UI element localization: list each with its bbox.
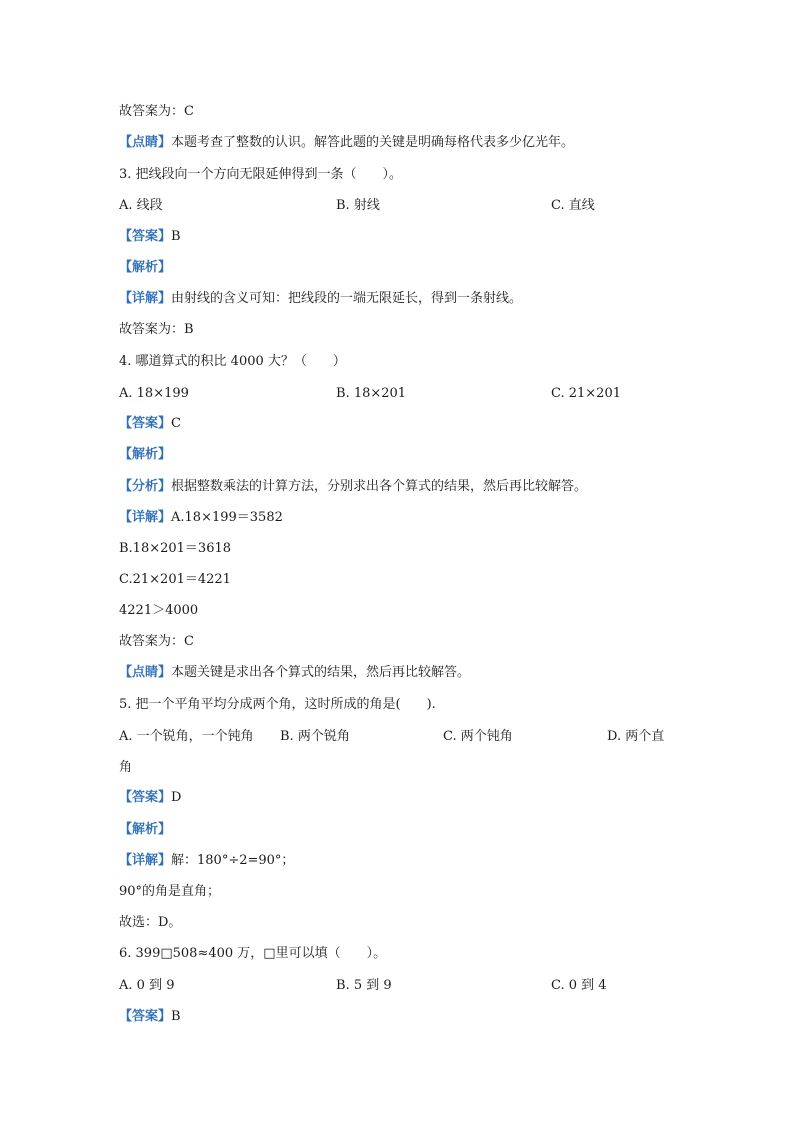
q6-option-c: C. 0 到 4 — [551, 978, 607, 993]
q5-option-d: D. 两个直 — [607, 729, 665, 744]
question-5: 5. 把一个平角平均分成两个角，这时所成的角是( ). — [119, 697, 436, 712]
fenxi-text: 根据整数乘法的计算方法，分别求出各个算式的结果，然后再比较解答。 — [171, 479, 588, 494]
dianjing-line — [119, 134, 574, 152]
detail-tag: 【详解】 — [119, 291, 172, 306]
dianjing-tag: 【点睛】 — [119, 665, 172, 680]
q3-jiexi-tag: 【解析】 — [119, 260, 172, 275]
answer-line: 故答案为：C — [119, 104, 194, 119]
question-4: 4. 哪道算式的积比 4000 大？（ ） — [119, 354, 346, 369]
q4-calc-b: B.18×201＝3618 — [119, 541, 232, 556]
q5-jiexi-tag: 【解析】 — [119, 822, 172, 837]
q5-option-b: B. 两个锐角 — [280, 729, 350, 744]
answer-tag: 【答案】 — [119, 1009, 172, 1024]
answer-value: C — [171, 416, 181, 431]
detail-text: 解：180°÷2=90°； — [171, 853, 295, 868]
q3-option-c: C. 直线 — [551, 198, 595, 213]
q5-option-c: C. 两个钝角 — [443, 729, 513, 744]
q3-option-b: B. 射线 — [336, 198, 380, 213]
q4-final: 故答案为：C — [119, 634, 194, 649]
answer-value: B — [171, 229, 181, 244]
q6-option-a: A. 0 到 9 — [119, 978, 175, 993]
q3-option-a: A. 线段 — [119, 198, 163, 213]
question-3: 3. 把线段向一个方向无限延伸得到一条（ ）。 — [119, 167, 403, 182]
answer-tag: 【答案】 — [119, 416, 172, 431]
q3-detail — [119, 290, 522, 308]
q4-dianjing — [119, 664, 470, 682]
dianjing-text: 本题考查了整数的认识。解答此题的关键是明确每格代表多少亿光年。 — [171, 135, 575, 150]
q5-detail — [119, 852, 294, 870]
q5-answer — [119, 789, 181, 807]
answer-value: D — [171, 790, 182, 805]
detail-text: A.18×199＝3582 — [171, 510, 283, 525]
q5-final: 故选：D。 — [119, 915, 182, 930]
q6-answer — [119, 1008, 181, 1026]
q4-fenxi — [119, 478, 587, 496]
answer-tag: 【答案】 — [119, 790, 172, 805]
answer-tag: 【答案】 — [119, 229, 172, 244]
dianjing-tag: 【点睛】 — [119, 135, 172, 150]
q4-detail — [119, 509, 283, 527]
q4-calc-c: C.21×201＝4221 — [119, 572, 231, 587]
q4-option-c: C. 21×201 — [551, 386, 621, 401]
q4-option-a: A. 18×199 — [119, 386, 189, 401]
dianjing-text: 本题关键是求出各个算式的结果，然后再比较解答。 — [171, 665, 471, 680]
q4-jiexi-tag: 【解析】 — [119, 447, 172, 462]
answer-value: B — [171, 1009, 181, 1024]
question-6: 6. 399□508≈400 万，□里可以填（ ）。 — [119, 946, 387, 961]
q5-line2: 90°的角是直角； — [119, 884, 221, 899]
q6-option-b: B. 5 到 9 — [336, 978, 392, 993]
q3-final: 故答案为：B — [119, 322, 194, 337]
q4-compare: 4221＞4000 — [119, 603, 199, 618]
q3-answer — [119, 228, 181, 246]
q5-option-d-wrap: 角 — [119, 760, 133, 775]
q5-option-a: A. 一个锐角，一个钝角 — [119, 729, 254, 744]
detail-text: 由射线的含义可知：把线段的一端无限延长，得到一条射线。 — [171, 291, 523, 306]
q4-option-b: B. 18×201 — [336, 386, 407, 401]
q4-answer — [119, 415, 181, 433]
detail-tag: 【详解】 — [119, 510, 172, 525]
fenxi-tag: 【分析】 — [119, 479, 172, 494]
detail-tag: 【详解】 — [119, 853, 172, 868]
